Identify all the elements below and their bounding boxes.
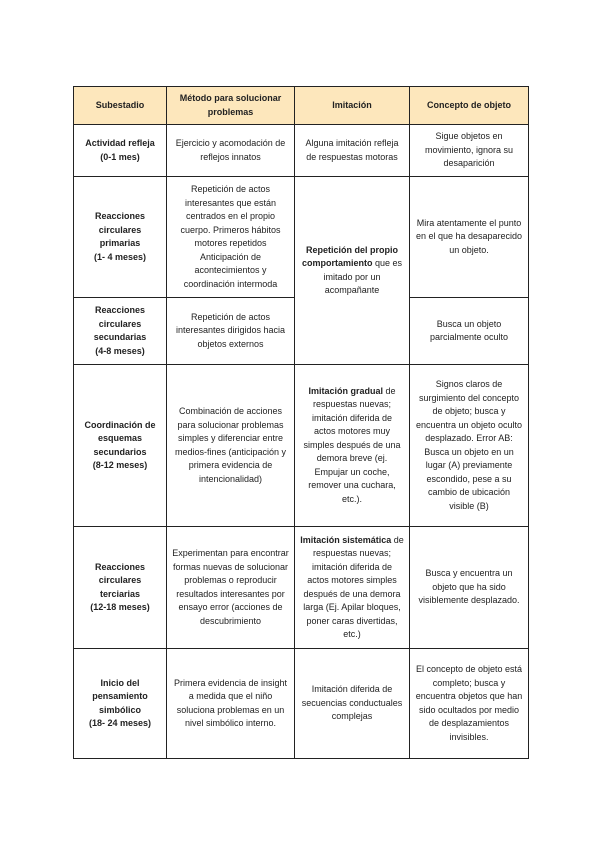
method-cell: Repetición de actos interesantes dirigidos hacia objetos externos [167,298,295,365]
imitation-text: que es imitado por un acompañante [323,258,403,295]
table-row [74,649,529,759]
table-row [74,527,529,649]
imitation-cell: Alguna imitación refleja de respuestas motoras [295,125,410,177]
method-cell: Experimentan para encontrar formas nuevas de solucionar problemas o reproducir resultados interesantes por ensayo error (acciones de descubrimiento [167,527,295,649]
header-metodo: Método para solucionar problemas [167,87,295,125]
table-header-row [74,87,529,125]
stage-cell: Reacciones circulares secundarias (4-8 meses) [74,298,167,365]
method-cell: Repetición de actos interesantes que están centrados en el propio cuerpo. Primeros hábitos motores repetidos Anticipación de acontecimientos y coordinación intermoda [167,177,295,298]
imitation-cell [295,527,410,649]
imitation-cell [295,365,410,527]
imitation-text: de respuestas nuevas; imitación diferida de actos motores simples después de una demora larga (Ej. Apilar bloques, poner caras divertidas, etc.) [303,534,404,639]
object-cell: Signos claros de surgimiento del concepto de objeto; busca y encuentra un objeto oculto desplazado. Error AB: Busca un objeto en un lugar (A) previamente escondido, pese a su cambio de ubicación visible (B) [410,365,529,527]
stage-cell: Actividad refleja (0-1 mes) [74,125,167,177]
imitation-bold: Imitación sistemática [300,534,392,545]
object-cell: Mira atentamente el punto en el que ha desaparecido un objeto. [410,177,529,298]
method-cell: Combinación de acciones para solucionar problemas simples y diferenciar entre medios-fines (anticipación y primera evidencia de intencionalidad) [167,365,295,527]
imitation-bold: Imitación gradual [308,385,383,396]
method-cell: Primera evidencia de insight a medida que el niño soluciona problemas en un nivel simbólico interno. [167,649,295,759]
table-row [74,177,529,298]
header-imitacion: Imitación [295,87,410,125]
imitation-cell [295,177,410,365]
piaget-stages-table [73,86,529,759]
imitation-bold: Repetición del propio comportamiento [301,244,398,268]
table-row [74,365,529,527]
imitation-cell: Imitación diferida de secuencias conductuales complejas [295,649,410,759]
stage-cell: Reacciones circulares terciarias (12-18 meses) [74,527,167,649]
method-cell: Ejercicio y acomodación de reflejos innatos [167,125,295,177]
object-cell: El concepto de objeto está completo; busca y encuentra objetos que han sido ocultados por medio de desplazamientos invisibles. [410,649,529,759]
imitation-text: de respuestas nuevas; imitación diferida de actos motores muy simples después de una demora breve (ej. Empujar un coche, remover una cuchara, etc.). [303,385,401,504]
object-cell: Busca y encuentra un objeto que ha sido visiblemente desplazado. [410,527,529,649]
table-row [74,125,529,177]
header-subestadio: Subestadio [74,87,167,125]
header-concepto-objeto: Concepto de objeto [410,87,529,125]
stage-cell: Inicio del pensamiento simbólico (18- 24 meses) [74,649,167,759]
object-cell: Sigue objetos en movimiento, ignora su desaparición [410,125,529,177]
object-cell: Busca un objeto parcialmente oculto [410,298,529,365]
stage-cell: Reacciones circulares primarias (1- 4 meses) [74,177,167,298]
stage-cell: Coordinación de esquemas secundarios (8-12 meses) [74,365,167,527]
